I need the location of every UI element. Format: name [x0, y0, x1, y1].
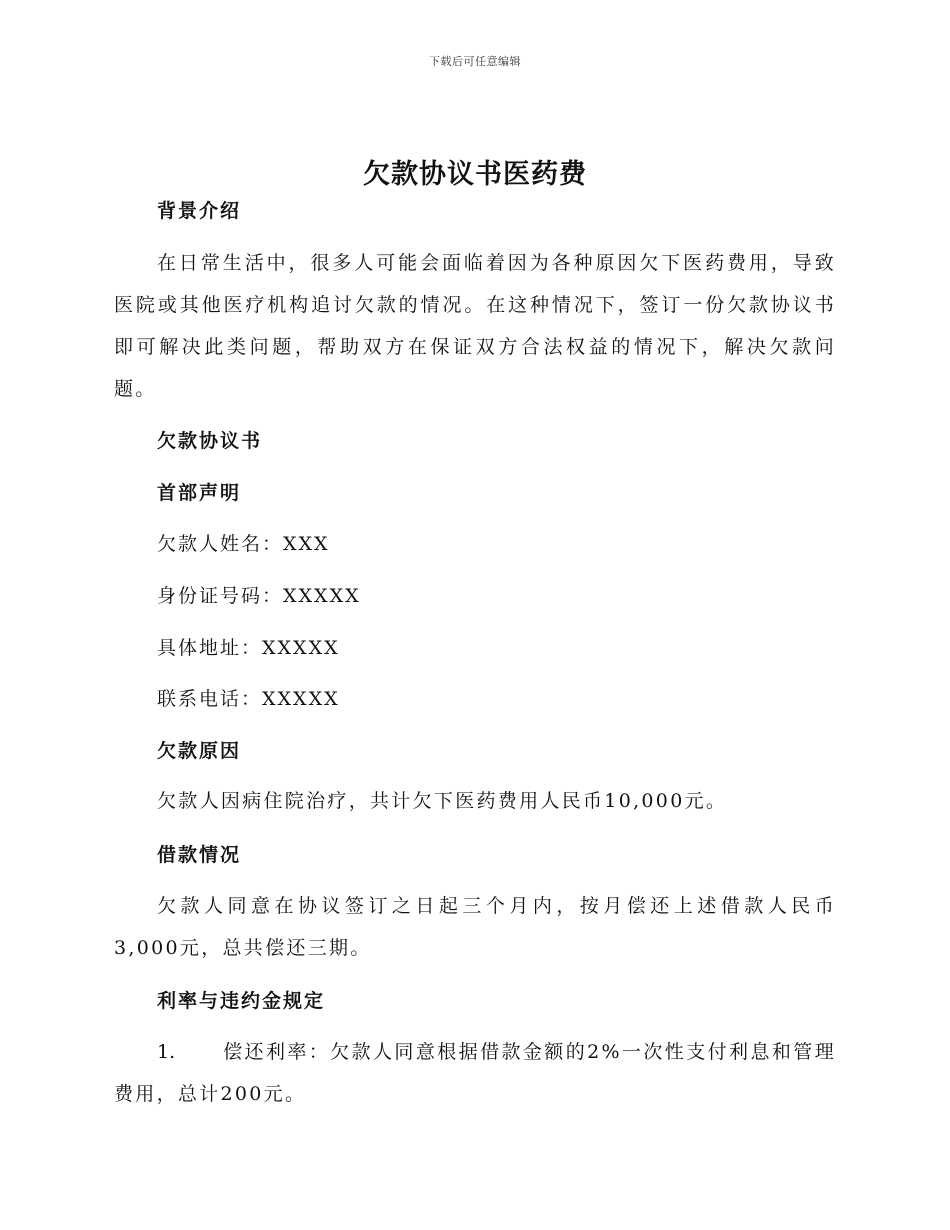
heading-header-statement: 首部声明 [157, 482, 242, 504]
field-debtor-name: 欠款人姓名：XXX [157, 533, 330, 555]
reason-paragraph: 欠款人因病住院治疗，共计欠下医药费用人民币10,000元。 [157, 790, 728, 812]
field-phone: 联系电话：XXXXX [157, 688, 340, 710]
heading-agreement: 欠款协议书 [157, 430, 263, 452]
heading-background: 背景介绍 [157, 200, 242, 222]
list-item [114, 1031, 836, 1115]
list-item-number: 1. [157, 1041, 176, 1063]
loan-paragraph: 欠款人同意在协议签订之日起三个月内，按月偿还上述借款人民币3,000元，总共偿还三期。 [114, 895, 836, 959]
document-title: 欠款协议书医药费 [363, 159, 587, 190]
background-paragraph: 在日常生活中，很多人可能会面临着因为各种原因欠下医药费用，导致医院或其他医疗机构追讨欠款的情况。在这种情况下，签订一份欠款协议书即可解决此类问题，帮助双方在保证双方合法权益的情况下，解决欠款问题。 [114, 252, 836, 400]
field-id-number: 身份证号码：XXXXX [157, 585, 361, 607]
heading-loan: 借款情况 [157, 844, 242, 866]
field-address: 具体地址：XXXXX [157, 637, 340, 659]
header-note: 下载后可任意编辑 [429, 55, 521, 68]
heading-interest: 利率与违约金规定 [157, 990, 326, 1012]
heading-reason: 欠款原因 [157, 740, 242, 762]
list-item-text: 偿还利率：欠款人同意根据借款金额的2%一次性支付利息和管理费用，总计200元。 [114, 1041, 836, 1105]
